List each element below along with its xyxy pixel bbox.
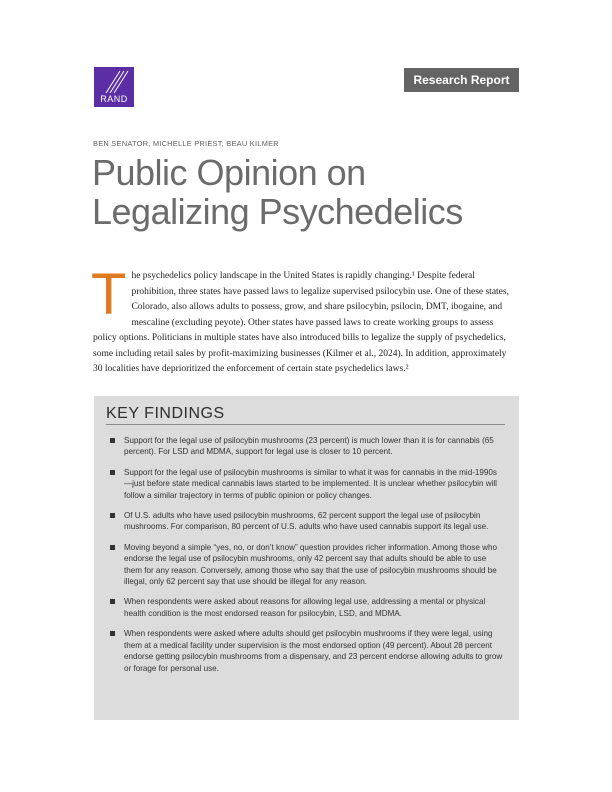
finding-item [110,628,505,674]
title-line-2: Legalizing Psychedelics [92,191,463,232]
square-bullet-icon [110,470,115,475]
finding-item [110,435,505,458]
rand-logo [94,67,134,107]
drop-cap: T [91,262,127,327]
authors: BEN SENATOR, MICHELLE PRIEST, BEAU KILMER [93,139,279,148]
report-type-badge: Research Report [404,68,519,92]
finding-item [110,596,505,619]
finding-text: Of U.S. adults who have used psilocybin mushrooms, 62 percent support the legal use of psilocybin mushrooms. For comparison, 80 percent of U.S. adults who have used cannabis support its legal use. [124,511,489,532]
intro-text: he psychedelics policy landscape in the United States is rapidly changing.¹ Despite federal prohibition, three states have passed laws to legalize supervised psilocybin use. One of these states, Colorado, also allows adults to possess, grow, and share psilocybin, psilocin, DMT, ibogaine, and mescaline (excluding peyote). Other states have passed laws to create working groups to assess policy options. Politicians in multiple states have also introduced bills to legalize the supply of psychedelics, some including retail sales by profit-maximizing businesses (Kilmer et al., 2024). In addition, approximately 30 localities have deprioritized the enforcement of certain state psychedelics laws.² [93,271,509,374]
logo-text: RAND [100,94,128,104]
finding-item [110,467,505,501]
square-bullet-icon [110,599,115,604]
square-bullet-icon [110,438,115,443]
finding-item [110,510,505,533]
square-bullet-icon [110,545,115,550]
finding-text: Support for the legal use of psilocybin mushrooms is similar to what it was for cannabis in the mid-1990s—just before state medical cannabis laws started to be implemented. It is unclear whether psilocybin will follow a similar trajectory in terms of public opinion or policy changes. [124,467,497,500]
title-line-1: Public Opinion on [92,152,366,193]
intro-paragraph [91,262,516,378]
finding-text: When respondents were asked about reasons for allowing legal use, addressing a mental or physical health condition is the most endorsed reason for psilocybin, LSD, and MDMA. [124,597,486,618]
logo-slashes-icon [94,67,134,95]
finding-item [110,542,505,588]
page-title [92,153,532,231]
finding-text: When respondents were asked where adults should get psilocybin mushrooms if they were legal, using them at a medical facility under supervision is the most endorsed option (49 percent). About 28 percent endorse getting psilocybin mushrooms from a dispensary, and 23 percent endorse allowing adults to grow or forage for personal use. [124,629,503,673]
key-findings-heading: KEY FINDINGS [106,405,505,425]
square-bullet-icon [110,631,115,636]
key-findings-list [110,435,505,674]
finding-text: Moving beyond a simple “yes, no, or don’t know” question provides richer information. Among those who endorse the legal use of psilocybin mushrooms, only 42 percent say that adults should be able to use them for any reason. Conversely, among those who say that the use of psilocybin mushrooms should be illegal, only 62 percent say that use should be illegal for any reason. [124,542,497,587]
key-findings-box [94,396,519,720]
finding-text: Support for the legal use of psilocybin mushrooms (23 percent) is much lower than it is for cannabis (65 percent). For LSD and MDMA, support for legal use is closer to 10 percent. [124,436,494,457]
square-bullet-icon [110,513,115,518]
